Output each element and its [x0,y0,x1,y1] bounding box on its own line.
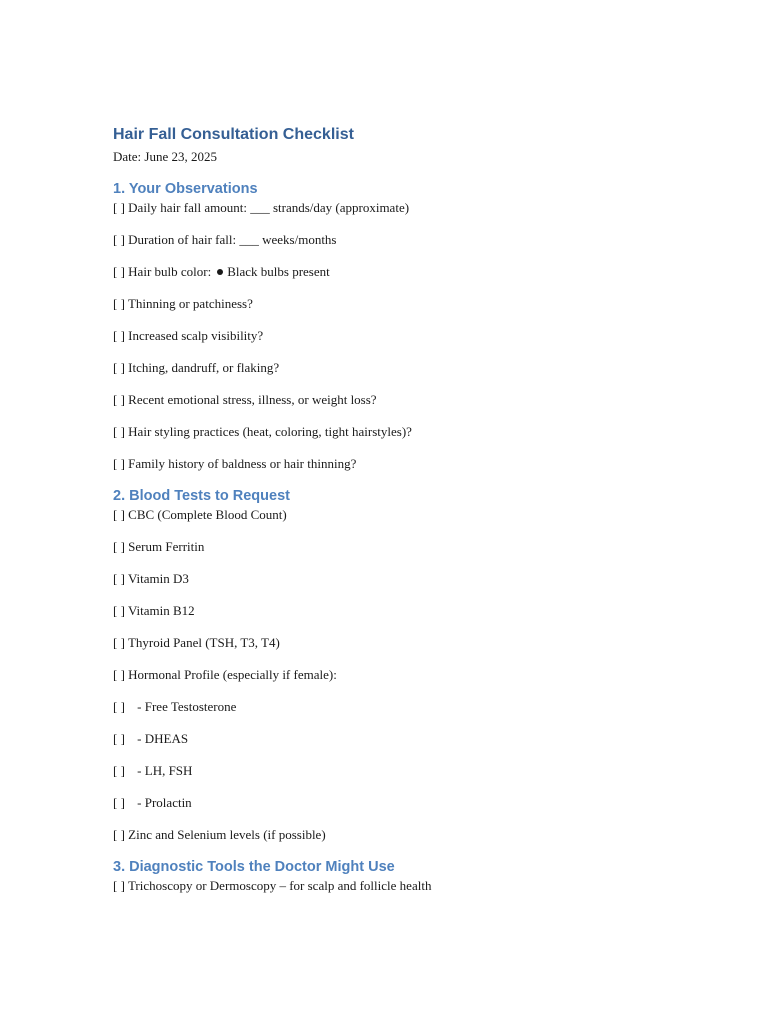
checklist-item [113,602,673,620]
checklist-item [113,263,673,281]
checklist-subitem [113,794,673,812]
checklist-item [113,423,673,441]
checkbox-placeholder[interactable]: [ ] [113,392,125,407]
checklist-item-text: - Free Testosterone [137,699,237,714]
checklist-item-text: Vitamin B12 [127,603,195,618]
document-date: Date: June 23, 2025 [113,149,217,164]
checklist-item-text: Thyroid Panel (TSH, T3, T4) [127,635,280,650]
bullet-icon [217,269,223,275]
checkbox-placeholder[interactable]: [ ] [113,264,125,279]
checkbox-placeholder[interactable]: [ ] [113,795,125,810]
checkbox-placeholder[interactable]: [ ] [113,667,125,682]
checklist-item [113,359,673,377]
checklist-subitem [113,730,673,748]
checkbox-placeholder[interactable]: [ ] [113,507,125,522]
checklist-item-text: - Prolactin [137,795,192,810]
checklist-item-text: CBC (Complete Blood Count) [128,507,287,522]
checkbox-placeholder[interactable]: [ ] [113,539,125,554]
checklist-item-text: Daily hair fall amount: ___ strands/day (approximate) [128,200,410,215]
checklist-item [113,570,673,588]
sections-container [113,179,673,895]
checkbox-placeholder[interactable]: [ ] [113,328,125,343]
checklist-item [113,231,673,249]
checkbox-placeholder[interactable]: [ ] [113,296,125,311]
checklist [113,506,673,844]
bullet-text: Black bulbs present [227,264,330,279]
section-heading: 3. Diagnostic Tools the Doctor Might Use [113,859,395,875]
checkbox-placeholder[interactable]: [ ] [113,456,125,471]
checklist-item-text: Trichoscopy or Dermoscopy – for scalp and follicle health [127,878,432,893]
checklist-item [113,295,673,313]
checklist-item-text: Recent emotional stress, illness, or weight loss? [128,392,377,407]
section-heading: 1. Your Observations [113,181,258,197]
checklist-item-text: - LH, FSH [137,763,193,778]
checklist-item-text: Itching, dandruff, or flaking? [128,360,280,375]
checklist-item-text: Zinc and Selenium levels (if possible) [128,827,326,842]
checklist [113,199,673,473]
checkbox-placeholder[interactable]: [ ] [113,232,125,247]
checklist-item [113,391,673,409]
checkbox-placeholder[interactable]: [ ] [113,878,125,893]
checkbox-placeholder[interactable]: [ ] [113,827,125,842]
checkbox-placeholder[interactable]: [ ] [113,200,125,215]
checkbox-placeholder[interactable]: [ ] [113,360,125,375]
document-title: Hair Fall Consultation Checklist [113,126,354,143]
checklist-subitem [113,762,673,780]
checkbox-placeholder[interactable]: [ ] [113,424,125,439]
checklist-item-text: Increased scalp visibility? [128,328,264,343]
checkbox-placeholder[interactable]: [ ] [113,731,125,746]
checklist-item-text: - DHEAS [137,731,189,746]
checklist-item [113,506,673,524]
checklist-item [113,634,673,652]
checkbox-placeholder[interactable]: [ ] [113,571,125,586]
checkbox-placeholder[interactable]: [ ] [113,603,125,618]
checkbox-placeholder[interactable]: [ ] [113,763,125,778]
checklist-item-text: Hair styling practices (heat, coloring, tight hairstyles)? [128,424,412,439]
checklist-item [113,199,673,217]
checklist-item [113,826,673,844]
checkbox-placeholder[interactable]: [ ] [113,699,125,714]
checklist-item [113,877,673,895]
checklist-item [113,538,673,556]
checklist-item-text: Hormonal Profile (especially if female): [128,667,337,682]
checklist-item [113,455,673,473]
checkbox-placeholder[interactable]: [ ] [113,635,125,650]
checklist-item-text: Hair bulb color: [128,264,212,279]
document-page [113,124,673,895]
checklist-item [113,666,673,684]
checklist-subitem [113,698,673,716]
checklist-item-text: Family history of baldness or hair thinning? [128,456,357,471]
checklist-item [113,327,673,345]
checklist-item-text: Duration of hair fall: ___ weeks/months [128,232,337,247]
checklist-item-text: Thinning or patchiness? [127,296,253,311]
section-heading: 2. Blood Tests to Request [113,488,290,504]
checklist-item-text: Vitamin D3 [127,571,189,586]
checklist [113,877,673,895]
checklist-item-text: Serum Ferritin [128,539,205,554]
